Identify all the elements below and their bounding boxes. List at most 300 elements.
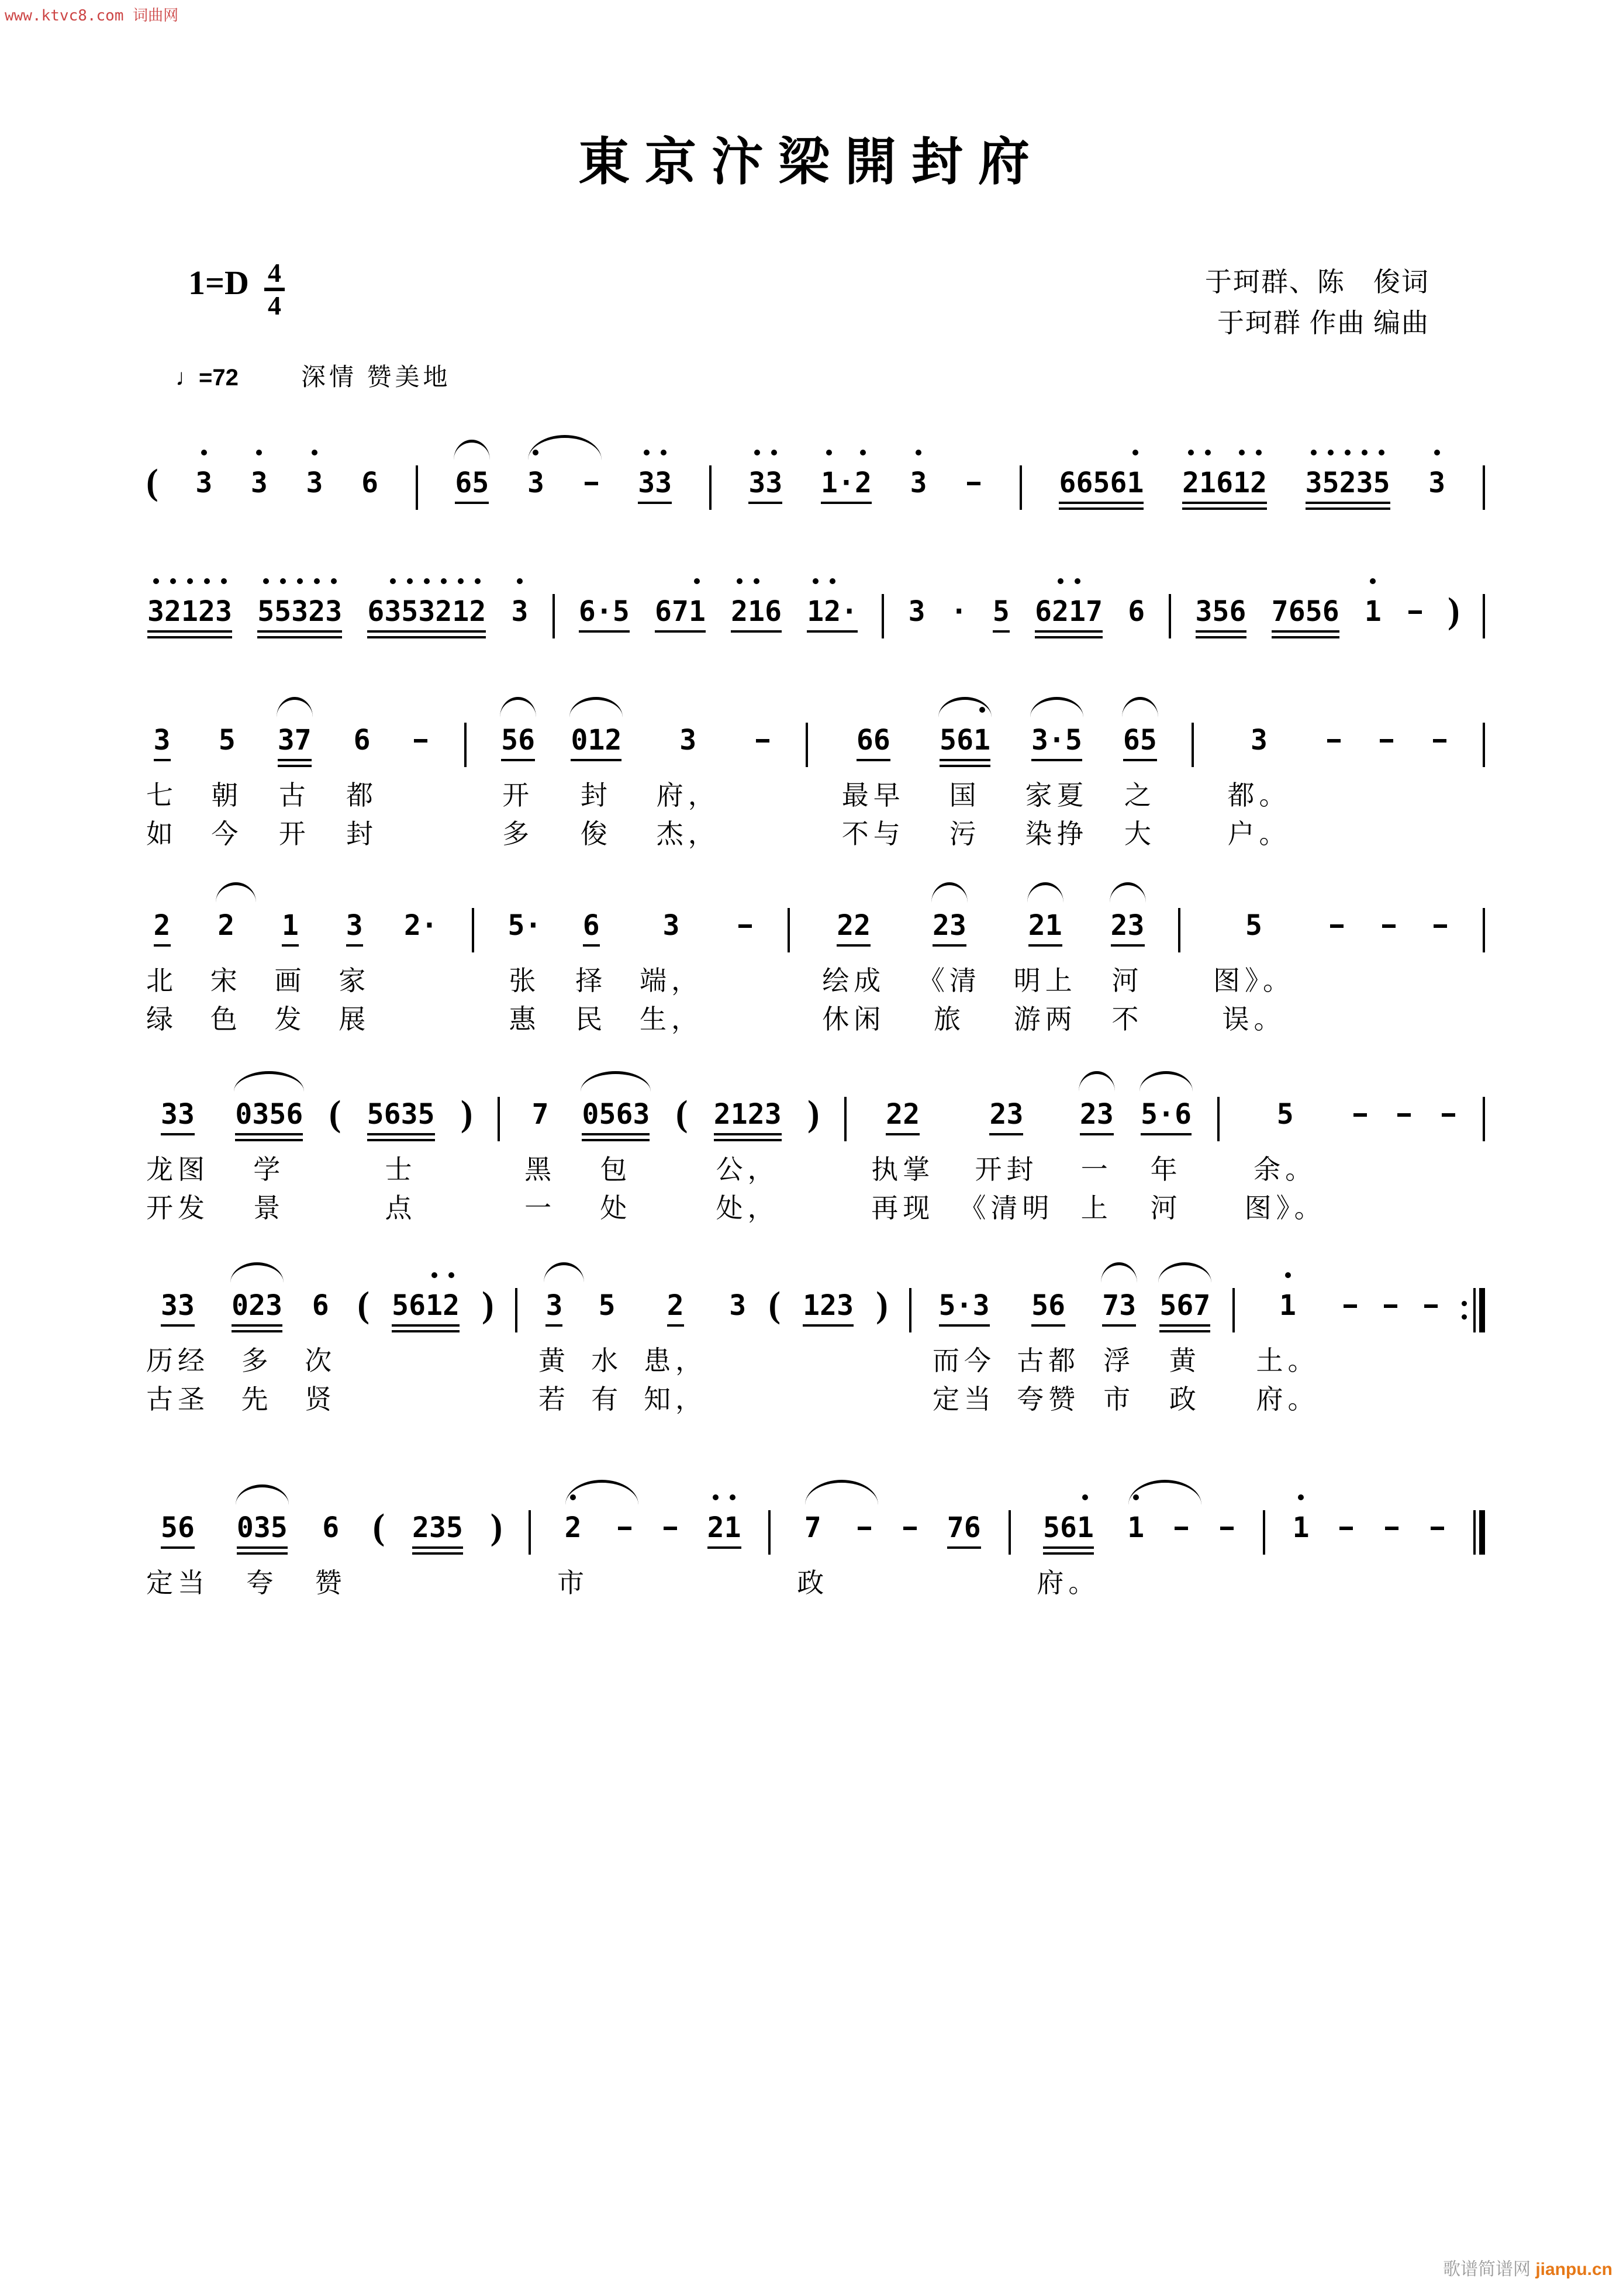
digit-row xyxy=(638,468,672,498)
octave-dot xyxy=(390,578,396,584)
paren-cell xyxy=(146,437,158,519)
octave-dot-slot xyxy=(655,578,672,585)
note-token xyxy=(366,566,487,648)
octave-dot-row xyxy=(278,706,312,713)
note-digit: 0 xyxy=(235,1098,253,1131)
lyric-syllable: 宋 xyxy=(210,966,242,996)
octave-dot-row xyxy=(1396,1080,1413,1087)
digit-row xyxy=(582,1099,650,1130)
octave-dot-slot xyxy=(254,1494,271,1501)
music-cell xyxy=(1430,695,1449,854)
octave-dot-row xyxy=(346,892,363,899)
music-cell xyxy=(637,437,673,519)
parenthesis: ) xyxy=(482,1285,494,1325)
music-cell xyxy=(1139,1069,1193,1228)
note-token xyxy=(946,1482,982,1564)
paren-cell xyxy=(461,1069,473,1228)
octave-dot-slot xyxy=(1440,1080,1457,1087)
beam-underline xyxy=(939,1324,990,1327)
music-cell xyxy=(640,880,703,1039)
octave-dot-slot xyxy=(178,1080,195,1087)
lyric-syllable: 图》。 xyxy=(1244,1193,1326,1223)
octave-dot-row xyxy=(1378,706,1395,713)
music-cell xyxy=(1217,1482,1237,1603)
digit-row xyxy=(1123,725,1157,755)
parenthesis: ) xyxy=(490,1507,503,1547)
octave-dot-slot xyxy=(354,706,371,713)
octave-dot-row xyxy=(412,706,429,713)
octave-dot-row xyxy=(161,1272,195,1279)
music-cell xyxy=(277,695,313,854)
octave-dot-row xyxy=(154,892,171,899)
composer-credit: 于珂群 作曲 编曲 xyxy=(1217,308,1429,338)
octave-dot-row xyxy=(1428,449,1445,456)
barline xyxy=(844,1069,847,1151)
note-digit: 5 xyxy=(598,1289,616,1322)
octave-dot-slot xyxy=(1028,892,1045,899)
digit-row xyxy=(257,596,342,627)
beam-underline xyxy=(257,636,342,638)
octave-dot-slot xyxy=(663,892,680,899)
note-digit: 5 xyxy=(218,724,236,757)
bar-cell xyxy=(1462,1260,1485,1419)
music-cell xyxy=(615,1482,634,1603)
digit-row xyxy=(837,910,871,941)
digit-row xyxy=(455,468,489,498)
lyric-syllable: 再现 xyxy=(871,1193,935,1223)
music-cell xyxy=(1292,1482,1311,1603)
octave-dot xyxy=(1311,450,1317,455)
bar-cell xyxy=(768,1482,771,1603)
barline xyxy=(1483,1069,1485,1151)
octave-dot-slot xyxy=(435,578,452,585)
beam-underline xyxy=(278,765,312,767)
beam-underline xyxy=(161,1546,195,1549)
octave-dot-slot xyxy=(1141,1080,1158,1087)
octave-dot-slot xyxy=(1059,449,1076,456)
octave-dot-row xyxy=(1440,1080,1457,1087)
note-token xyxy=(1278,1260,1297,1342)
note-digit: 6 xyxy=(1076,467,1093,499)
music-cell xyxy=(146,1482,209,1603)
beam-underline xyxy=(455,502,489,504)
song-title: 東京汴梁開封府 xyxy=(578,131,1045,192)
parenthesis: ( xyxy=(372,1507,385,1547)
paren-cell xyxy=(768,1260,781,1419)
music-cell xyxy=(992,566,1011,648)
note-token xyxy=(598,1260,617,1342)
note-token xyxy=(500,695,536,776)
barline xyxy=(552,566,555,648)
note-digit: 3 xyxy=(147,595,164,628)
octave-dot-row xyxy=(731,578,782,585)
bar-cell xyxy=(552,566,555,648)
note-digit: 3 xyxy=(325,595,343,628)
note-digit: 6 xyxy=(873,724,890,757)
octave-dot-slot xyxy=(949,892,966,899)
note-token xyxy=(321,1482,340,1564)
digit-row xyxy=(508,910,542,941)
digit-row xyxy=(1428,468,1445,498)
lyric-syllable: 政 xyxy=(1169,1384,1201,1414)
beam-underline xyxy=(1272,636,1339,638)
barline-stroke xyxy=(1479,1288,1485,1332)
note-digit: 3 xyxy=(1031,724,1048,757)
note-digit: 3 xyxy=(346,909,363,942)
lyric-syllable: 府， xyxy=(656,781,720,810)
lyric-syllable: 处 xyxy=(600,1193,632,1223)
octave-dot-slot xyxy=(956,706,973,713)
bar-cell xyxy=(498,1069,500,1228)
digit-row xyxy=(579,596,630,627)
beam-underline xyxy=(993,630,1010,633)
note-digit: 6 xyxy=(1110,467,1127,499)
octave-dot-slot xyxy=(252,1080,269,1087)
note-digit: 2 xyxy=(1339,467,1356,499)
octave-dot-slot xyxy=(933,892,949,899)
note-token xyxy=(146,566,233,648)
note-token xyxy=(1172,1482,1191,1564)
music-cell xyxy=(1351,1069,1370,1228)
octave-dot-slot xyxy=(737,892,754,899)
octave-dot xyxy=(1256,450,1262,455)
octave-dot-slot xyxy=(1123,706,1140,713)
digit-row xyxy=(1196,596,1246,627)
octave-dot xyxy=(280,578,286,584)
octave-dot-row xyxy=(412,1494,463,1501)
music-cell xyxy=(735,880,755,1039)
bar-cell xyxy=(529,1482,531,1603)
digit-row xyxy=(367,1099,435,1130)
note-digit: 1 xyxy=(1076,1511,1094,1544)
octave-dot-slot xyxy=(964,1494,981,1501)
note-digit: 5 xyxy=(1305,595,1322,628)
note-digit: 3 xyxy=(764,1098,782,1131)
beam-underline xyxy=(147,636,232,638)
music-cell xyxy=(1406,566,1425,648)
digit-row xyxy=(195,468,212,498)
octave-dot-slot xyxy=(837,892,854,899)
octave-dot xyxy=(644,450,650,455)
octave-dot-slot xyxy=(412,706,429,713)
lyric-syllable: 土。 xyxy=(1256,1346,1320,1376)
lyric-syllable: 余。 xyxy=(1253,1155,1317,1185)
music-line xyxy=(146,880,1485,1039)
octave-dot-slot xyxy=(1342,1272,1359,1279)
octave-dot xyxy=(1379,450,1384,455)
digit-row xyxy=(161,1290,195,1321)
digit-row xyxy=(361,468,378,498)
note-token xyxy=(1079,1069,1115,1151)
bar-cell xyxy=(1483,1069,1485,1228)
octave-dot-slot xyxy=(820,1272,837,1279)
music-cell xyxy=(747,437,783,519)
augmentation-dot: · xyxy=(841,595,858,628)
octave-dot-slot xyxy=(1199,449,1216,456)
note-digit: 5 xyxy=(992,595,1010,628)
octave-dot xyxy=(737,578,743,584)
note-digit: 3 xyxy=(400,1098,418,1131)
beam-underline xyxy=(367,1133,435,1135)
octave-dot-slot xyxy=(1382,1272,1399,1279)
octave-dot-slot xyxy=(1213,578,1230,585)
lyric-syllable: 定当 xyxy=(933,1384,996,1414)
octave-dot-slot xyxy=(989,1080,1006,1087)
time-signature xyxy=(264,258,285,320)
digit-row xyxy=(237,1513,288,1543)
lyric-syllable: 患， xyxy=(644,1346,707,1376)
note-token xyxy=(230,1260,284,1342)
octave-dot-slot xyxy=(1352,1080,1369,1087)
lyric-syllable: 龙图 xyxy=(146,1155,209,1185)
octave-dot-slot xyxy=(429,1494,446,1501)
note-digit: 3 xyxy=(178,1289,195,1322)
note-token xyxy=(1324,695,1344,776)
digit-row xyxy=(1277,1099,1294,1130)
note-digit: 3 xyxy=(153,724,171,757)
octave-dot xyxy=(1328,450,1334,455)
note-digit: 5 xyxy=(1139,724,1157,757)
note-digit: 5 xyxy=(599,1098,616,1131)
note-digit: 3 xyxy=(306,467,323,499)
barline-stroke xyxy=(1192,723,1194,767)
repeat-dot xyxy=(1462,1314,1467,1320)
note-digit: 1 xyxy=(426,1289,443,1322)
digit-row xyxy=(947,1513,981,1543)
barline xyxy=(709,437,712,519)
octave-dot-slot xyxy=(1429,1494,1446,1501)
octave-dot-slot xyxy=(638,449,655,456)
music-cell xyxy=(946,1482,982,1603)
digit-row xyxy=(392,1290,460,1321)
music-cell xyxy=(1304,437,1391,519)
octave-dot-row xyxy=(532,1080,549,1087)
note-digit: 5 xyxy=(1031,1289,1049,1322)
note-digit: 5 xyxy=(1141,1098,1158,1131)
lyric-syllable: 古都 xyxy=(1017,1346,1080,1376)
digit-row xyxy=(1127,1513,1144,1543)
bottom-right-watermark xyxy=(1443,2254,1612,2280)
octave-dot-slot xyxy=(855,449,872,456)
music-cell xyxy=(569,695,623,854)
music-cell xyxy=(1158,1260,1211,1419)
note-digit: 2 xyxy=(707,1511,724,1544)
octave-dot-slot xyxy=(1052,578,1069,585)
note-digit: 6 xyxy=(312,1289,329,1322)
note-digit: 1 xyxy=(1279,1289,1296,1322)
lyric-syllable: 端， xyxy=(640,966,703,996)
note-digit: 2 xyxy=(1028,909,1045,942)
octave-dot-slot xyxy=(1339,449,1356,456)
note-digit: 2 xyxy=(248,1289,266,1322)
digit-row xyxy=(147,596,232,627)
octave-dot-row xyxy=(161,1080,195,1087)
octave-dot-slot xyxy=(1251,706,1268,713)
lyric-syllable: 旅 xyxy=(934,1004,965,1034)
music-cell xyxy=(713,1069,783,1228)
note-token xyxy=(391,1260,461,1342)
beam-underline xyxy=(667,1324,684,1327)
octave-dot xyxy=(570,1494,576,1500)
lyric-syllable: 学 xyxy=(253,1155,285,1185)
music-cell xyxy=(146,1260,209,1419)
barline xyxy=(416,437,418,519)
lyric-syllable: 点 xyxy=(385,1193,417,1223)
note-token xyxy=(964,437,983,519)
octave-dot-row xyxy=(1422,1272,1439,1279)
bar-cell xyxy=(1263,1482,1265,1603)
music-cell xyxy=(797,1482,828,1603)
octave-dot-slot xyxy=(195,449,212,456)
octave-dot-row xyxy=(910,449,927,456)
barline-stroke xyxy=(416,465,418,510)
note-token xyxy=(1058,437,1145,519)
note-token xyxy=(1428,1482,1447,1564)
digit-row xyxy=(807,596,858,627)
note-token xyxy=(277,695,313,776)
beam-underline xyxy=(257,630,342,633)
octave-dot-slot xyxy=(217,892,234,899)
note-token xyxy=(654,566,707,648)
octave-dot-slot xyxy=(1373,449,1390,456)
octave-dot-row xyxy=(857,706,890,713)
octave-dot xyxy=(771,450,777,455)
digit-row xyxy=(940,725,990,755)
beam-underline xyxy=(392,1324,460,1327)
lyric-syllable: 水 xyxy=(591,1346,623,1376)
octave-dot xyxy=(713,1494,719,1500)
music-cell xyxy=(1181,437,1268,519)
lyric-syllable: 色 xyxy=(210,1004,242,1034)
note-digit: 1 xyxy=(588,724,605,757)
octave-dot-slot xyxy=(1383,1494,1400,1501)
octave-dot-row xyxy=(1272,578,1339,585)
note-digit: 5 xyxy=(417,1098,435,1131)
music-cell xyxy=(510,566,529,648)
octave-dot-row xyxy=(1407,578,1424,585)
barline-stroke xyxy=(1473,1510,1476,1555)
note-token xyxy=(1351,1069,1370,1151)
lyric-syllable: 景 xyxy=(253,1193,285,1223)
octave-dot-slot xyxy=(367,578,384,585)
octave-dot-row xyxy=(1218,1494,1235,1501)
octave-dot xyxy=(1285,1272,1291,1278)
octave-dot-row xyxy=(1306,449,1390,456)
music-cell xyxy=(578,566,631,648)
beam-underline xyxy=(1306,502,1390,504)
octave-dot-slot xyxy=(251,449,268,456)
note-digit: 2 xyxy=(164,595,181,628)
digit-row xyxy=(583,910,600,941)
note-token xyxy=(531,1069,550,1151)
beam-underline xyxy=(940,759,990,761)
octave-dot-slot xyxy=(605,706,621,713)
note-digit: 3 xyxy=(910,467,927,499)
note-token xyxy=(194,437,213,519)
barline xyxy=(1232,1260,1235,1342)
note-digit: 5 xyxy=(161,1511,178,1544)
music-cell xyxy=(1256,1260,1320,1419)
octave-dot xyxy=(979,707,985,713)
octave-dot-row xyxy=(804,1494,821,1501)
octave-dot-slot xyxy=(1277,1080,1294,1087)
octave-dot-slot xyxy=(1216,449,1233,456)
note-digit: 7 xyxy=(1086,595,1103,628)
note-digit: 3 xyxy=(1096,1098,1114,1131)
music-cell xyxy=(1037,1482,1100,1603)
note-digit: 2 xyxy=(1079,1098,1097,1131)
note-token xyxy=(582,437,601,519)
barline xyxy=(1263,1482,1265,1564)
octave-dot-row xyxy=(1245,892,1262,899)
lyric-syllable: 一 xyxy=(524,1193,557,1223)
music-cell xyxy=(1421,1260,1441,1419)
music-cell xyxy=(211,695,243,854)
note-digit: 3 xyxy=(729,1289,747,1322)
note-token xyxy=(1127,566,1146,648)
note-token xyxy=(569,695,623,776)
bar-cell xyxy=(1483,437,1485,519)
octave-dot-row xyxy=(902,1494,918,1501)
octave-dot xyxy=(314,578,320,584)
note-digit: 5 xyxy=(1093,467,1110,499)
music-cell xyxy=(146,566,233,648)
music-cell xyxy=(1377,695,1396,854)
music-cell xyxy=(210,880,242,1039)
digit-row xyxy=(235,1099,303,1130)
beam-underline xyxy=(933,944,966,947)
music-cell xyxy=(500,695,536,854)
octave-dot-slot xyxy=(274,578,291,585)
beam-underline xyxy=(367,630,486,633)
bar-cell xyxy=(909,1260,911,1419)
octave-dot-slot xyxy=(1218,1494,1235,1501)
beam-underline xyxy=(412,1552,463,1555)
note-token xyxy=(160,1069,196,1151)
note-token xyxy=(1027,880,1063,962)
octave-dot-slot xyxy=(401,578,418,585)
octave-dot-slot xyxy=(1086,578,1103,585)
octave-dot-slot xyxy=(1077,1494,1094,1501)
beam-underline xyxy=(1031,1324,1065,1327)
lyric-syllable: 古 xyxy=(278,781,310,810)
parenthesis: ( xyxy=(329,1094,341,1134)
note-token xyxy=(855,695,892,776)
music-cell xyxy=(256,566,343,648)
barline xyxy=(1483,695,1485,776)
octave-dot-slot xyxy=(1065,706,1082,713)
note-digit: 3 xyxy=(949,909,966,942)
octave-dot-row xyxy=(545,1272,562,1279)
note-digit: 5 xyxy=(501,724,519,757)
music-cell xyxy=(1228,695,1291,854)
octave-dot-slot xyxy=(939,1272,956,1279)
lyric-syllable: 公， xyxy=(716,1155,779,1185)
note-digit: 1 xyxy=(973,724,991,757)
octave-dot xyxy=(1075,578,1080,584)
lyric-syllable: 处， xyxy=(716,1193,779,1223)
music-cell xyxy=(234,1069,304,1228)
barline xyxy=(909,1260,911,1342)
digit-row xyxy=(748,468,782,498)
beam-underline xyxy=(579,630,630,633)
digit-row xyxy=(161,1099,195,1130)
lyric-syllable: 俊 xyxy=(580,819,612,849)
note-digit: 1 xyxy=(1233,467,1250,499)
octave-dot-slot xyxy=(409,1272,426,1279)
digit-row xyxy=(993,596,1010,627)
paren-cell xyxy=(329,1069,341,1228)
